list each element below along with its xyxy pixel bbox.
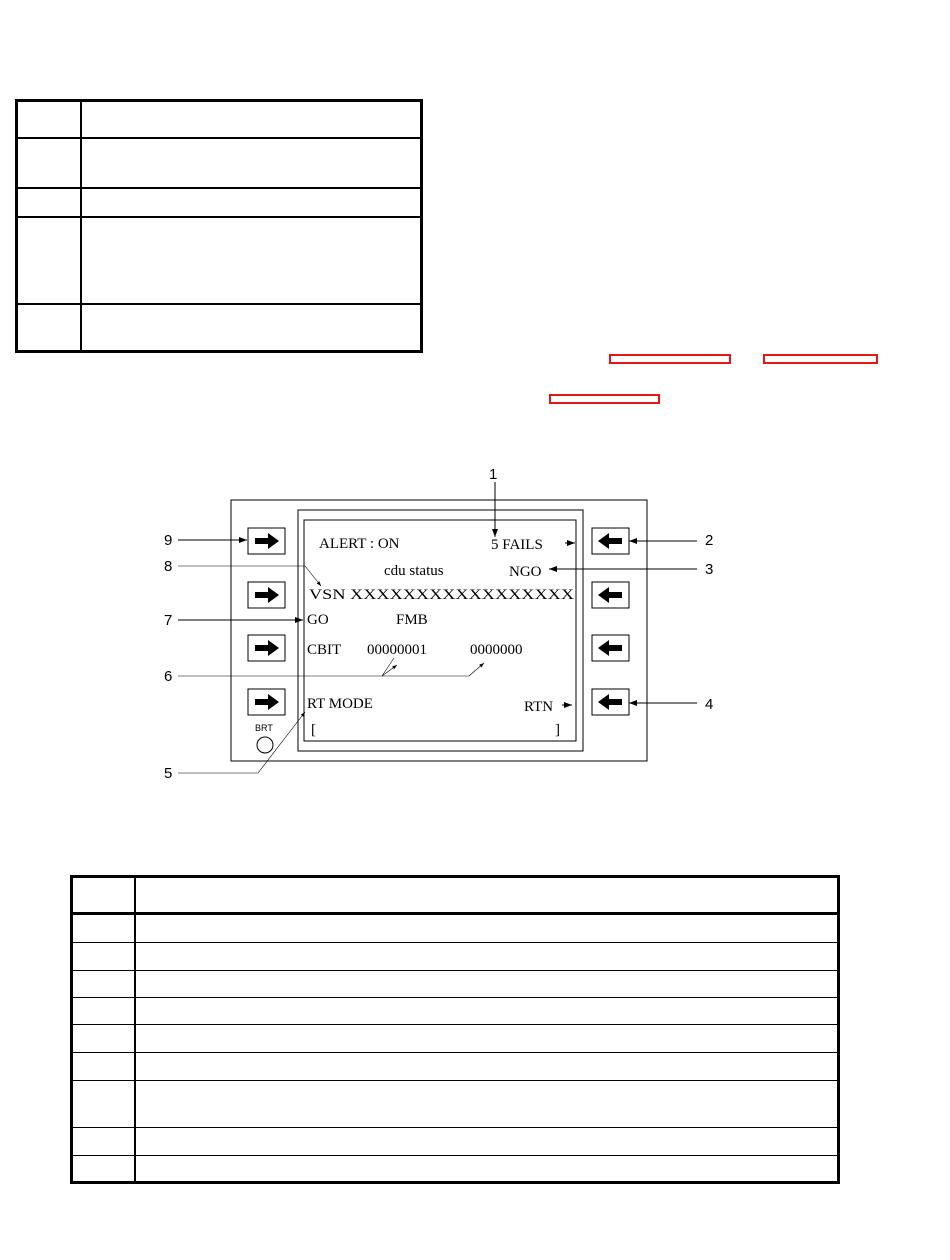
go-label: GO [307,612,329,628]
callout-9: 9 [164,532,173,549]
callout-6b-leader [382,665,397,676]
callout-4: 4 [705,696,714,713]
left-lsk-2[interactable] [248,582,285,608]
header-divider [73,912,837,915]
left-lsk-4[interactable] [248,689,285,715]
row-divider [73,1127,837,1128]
cbit-label: CBIT [307,642,342,658]
callout-6d-leader [469,663,484,676]
callout-5-leader [178,712,305,773]
cdu-status-label: cdu status [384,563,444,579]
scratchpad-close: ] [555,722,560,738]
scratchpad-open: [ [311,722,316,738]
cbit-value-1: 00000001 [367,642,427,658]
brt-knob[interactable] [257,737,273,753]
vsn-label: VSN XXXXXXXXXXXXXXXXX [309,587,575,603]
callout-6: 6 [164,668,173,685]
row-divider [73,1155,837,1156]
row-divider [73,1024,837,1025]
callout-1: 1 [489,466,498,483]
row-divider [73,1080,837,1081]
right-lsk-3[interactable] [592,635,629,661]
brt-label: BRT [255,723,273,733]
right-lsk-4[interactable] [592,689,629,715]
bottom-table [70,875,840,1184]
rt-mode-label: RT MODE [307,696,373,712]
row-divider [73,970,837,971]
cbit-value-2: 0000000 [470,642,523,658]
fails-label: 5 FAILS [491,537,543,553]
ngo-label: NGO [509,564,542,580]
row-divider [73,997,837,998]
rtn-label: RTN [524,699,554,715]
column-divider [134,878,136,1181]
left-lsk-3[interactable] [248,635,285,661]
callout-6-leader [178,658,394,676]
alert-label: ALERT : ON [319,536,400,552]
row-divider [73,1052,837,1053]
callout-7: 7 [164,612,173,629]
callout-2: 2 [705,532,714,549]
fmb-label: FMB [396,612,428,628]
row-divider [73,942,837,943]
callout-8: 8 [164,558,173,575]
left-lsk-1[interactable] [248,528,285,554]
right-lsk-1[interactable] [592,528,629,554]
callout-3: 3 [705,561,714,578]
right-lsk-2[interactable] [592,582,629,608]
cdu-bezel [231,500,647,761]
callout-5: 5 [164,765,173,782]
